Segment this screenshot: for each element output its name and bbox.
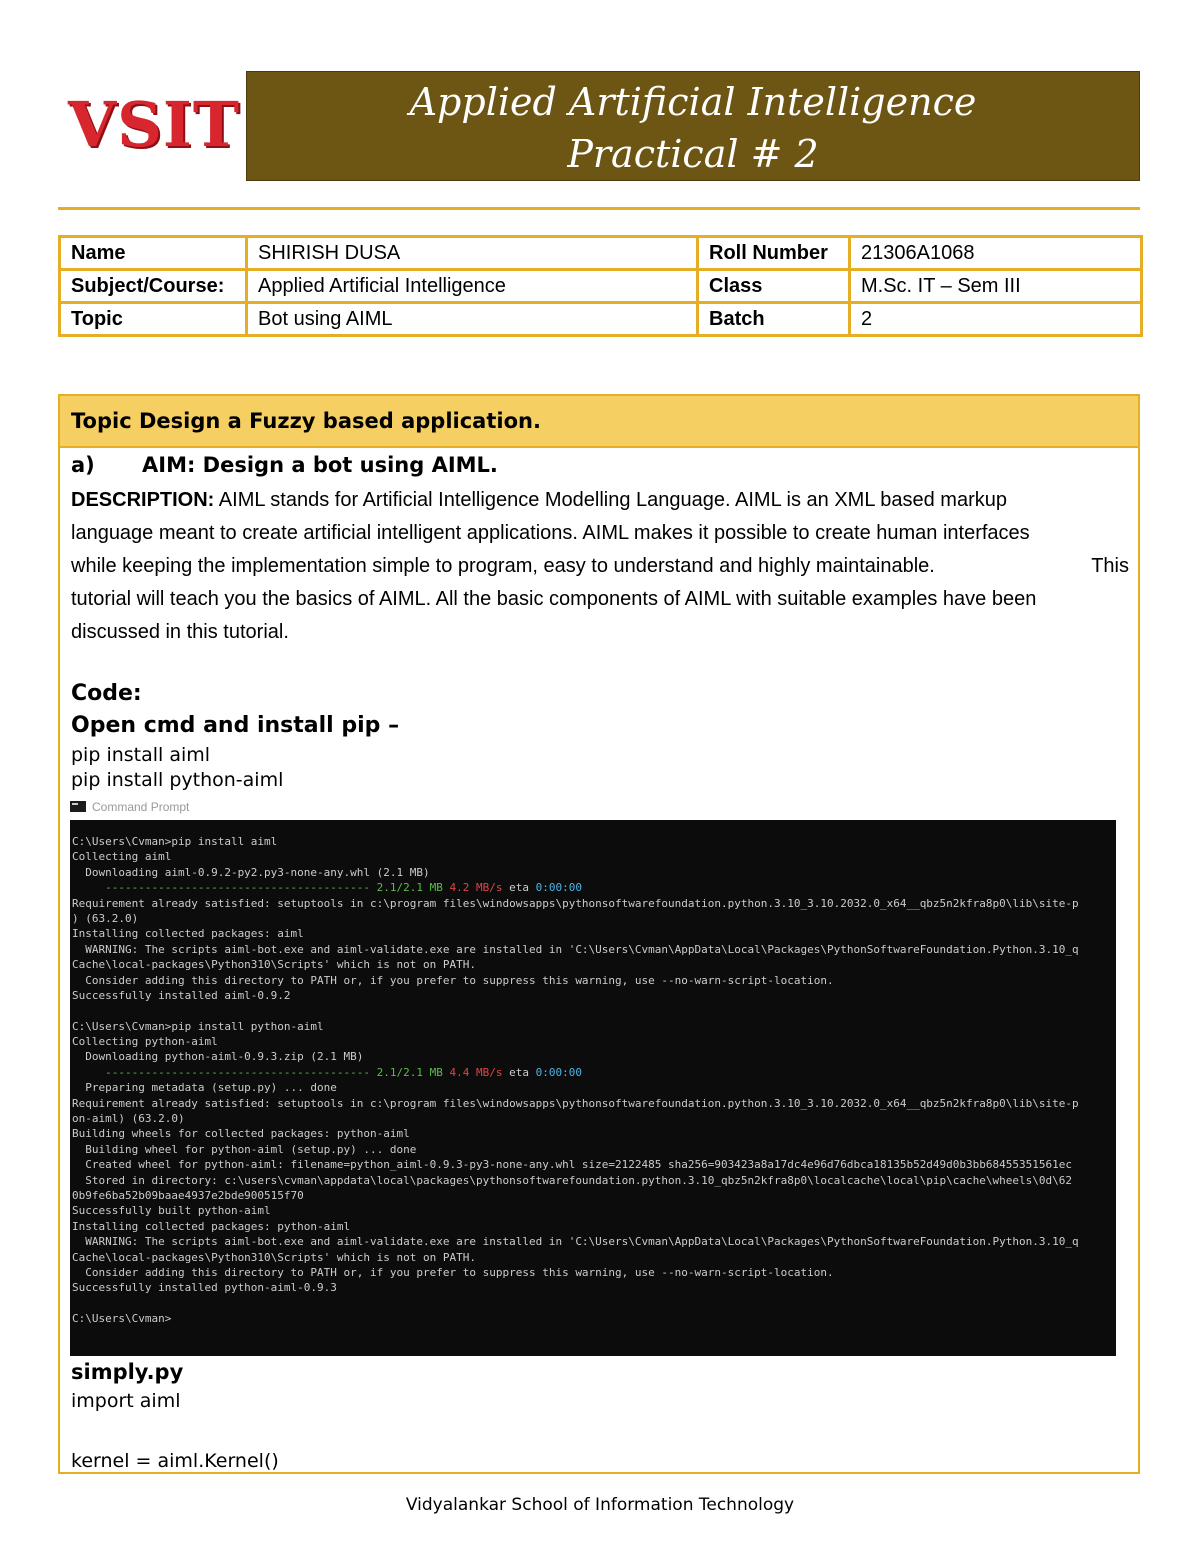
terminal-line: 0b9fe6ba52b09baae4937e2bde900515f70 (72, 1188, 304, 1202)
info-label: Roll Number (698, 237, 850, 270)
footer-institution: Vidyalankar School of Information Technology (405, 1495, 795, 1515)
terminal-line: Collecting python-aiml (72, 1035, 218, 1049)
aim-text: AIM: Design a bot using AIML. (142, 453, 498, 477)
command-prompt-icon (70, 801, 86, 812)
command-prompt-title: Command Prompt (92, 800, 190, 814)
terminal-line (72, 1003, 1114, 1018)
info-row (60, 303, 1142, 336)
code-heading: Code: (71, 681, 142, 706)
terminal-line: Consider adding this directory to PATH or, if you prefer to suppress this warning, use --no-warn-script-location. (72, 973, 834, 987)
terminal-line: Installing collected packages: python-aiml (72, 1219, 351, 1233)
terminal-line: Requirement already satisfied: setuptools in c:\program files\windowsapps\pythonsoftwarefoundation.python.3.10_3.10.2032.0_x64__qbz5n2kfra8p0\lib\site-p (72, 896, 1079, 910)
topic-bar (60, 396, 1138, 448)
progress-p3: eta (509, 881, 529, 895)
info-label: Batch (698, 303, 850, 336)
terminal-line: Preparing metadata (setup.py) ... done (72, 1081, 337, 1095)
progress-p3: eta (509, 1065, 529, 1079)
header-divider (58, 207, 1140, 210)
install-command: pip install aiml (71, 744, 211, 766)
progress-p1: 2.1/2.1 MB (376, 881, 443, 895)
terminal-line: on-aiml) (63.2.0) (72, 1112, 185, 1126)
terminal-line: Installing collected packages: aiml (72, 927, 304, 941)
info-label: Class (698, 270, 850, 303)
info-value: 2 (850, 303, 1142, 336)
description-line: language meant to create artificial intelligent applications. AIML makes it possible to create human interfaces (71, 522, 1030, 544)
terminal-line: Successfully installed aiml-0.9.2 (72, 988, 291, 1002)
info-row (60, 270, 1142, 303)
terminal-line (72, 1296, 1114, 1311)
info-value: Applied Artificial Intelligence (247, 270, 698, 303)
aim-heading (71, 452, 498, 478)
code-line: kernel = aiml.Kernel() (71, 1450, 279, 1472)
terminal-line: C:\Users\Cvman>pip install python-aiml (72, 1019, 324, 1033)
progress-p2: 4.2 MB/s (449, 881, 503, 895)
topic-heading: Topic Design a Fuzzy based application. (71, 409, 541, 433)
info-row (60, 237, 1142, 270)
terminal-line: Cache\local-packages\Python310\Scripts' which is not on PATH. (72, 958, 476, 972)
description-label: DESCRIPTION: (71, 489, 215, 511)
terminal-line: Collecting aiml (72, 850, 172, 864)
progress-p1: 2.1/2.1 MB (376, 1065, 443, 1079)
document-title: Applied Artificial Intelligence (409, 80, 977, 124)
install-heading: Open cmd and install pip – (71, 713, 400, 738)
info-value: 21306A1068 (850, 237, 1142, 270)
terminal-line: Building wheel for python-aiml (setup.py) ... done (72, 1142, 417, 1156)
practical-number: Practical # 2 (567, 132, 819, 176)
description-line: discussed in this tutorial. (71, 621, 289, 643)
terminal-line: ---------------------------------------- 2.1/2.1 MB 4.2 MB/s eta 0:00:00 (72, 881, 582, 895)
terminal-line: Successfully built python-aiml (72, 1204, 271, 1218)
terminal-line: ) (63.2.0) (72, 911, 139, 925)
info-label: Name (60, 237, 247, 270)
description-line: while keeping the implementation simple to program, easy to understand and highly maintainable. This (71, 555, 1129, 577)
terminal-line: Stored in directory: c:\users\cvman\appdata\local\packages\pythonsoftwarefoundation.python.3.10_qbz5n2kfra8p0\localcache\local\pip\cache\wheels\0d\62 (72, 1173, 1073, 1187)
file-name: simply.py (71, 1360, 184, 1384)
terminal-line: WARNING: The scripts aiml-bot.exe and aiml-validate.exe are installed in 'C:\Users\Cvman\AppData\Local\Packages\PythonSoftwareFoundation.Python.3.10_q (72, 942, 1079, 956)
progress-p4: 0:00:00 (535, 1065, 582, 1079)
vsit-logo: VSIT (68, 88, 241, 161)
terminal-line: Building wheels for collected packages: python-aiml (72, 1127, 410, 1141)
command-prompt-titlebar (70, 798, 189, 816)
title-banner (246, 71, 1140, 181)
terminal-line: WARNING: The scripts aiml-bot.exe and aiml-validate.exe are installed in 'C:\Users\Cvman\AppData\Local\Packages\PythonSoftwareFoundation.Python.3.10_q (72, 1235, 1079, 1249)
progress-p4: 0:00:00 (535, 881, 582, 895)
terminal-line: C:\Users\Cvman> (72, 1312, 172, 1326)
terminal-line: Successfully installed python-aiml-0.9.3 (72, 1281, 337, 1295)
info-value: Bot using AIML (247, 303, 698, 336)
info-value: M.Sc. IT – Sem III (850, 270, 1142, 303)
terminal-line: Cache\local-packages\Python310\Scripts' which is not on PATH. (72, 1250, 476, 1264)
info-label: Subject/Course: (60, 270, 247, 303)
code-line: import aiml (71, 1390, 181, 1412)
info-value: SHIRISH DUSA (247, 237, 698, 270)
terminal-line: Downloading python-aiml-0.9.3.zip (2.1 MB) (72, 1050, 364, 1064)
terminal-line: Requirement already satisfied: setuptools in c:\program files\windowsapps\pythonsoftwarefoundation.python.3.10_3.10.2032.0_x64__qbz5n2kfra8p0\lib\site-p (72, 1096, 1079, 1110)
install-command: pip install python-aiml (71, 769, 284, 791)
terminal-line: C:\Users\Cvman>pip install aiml (72, 835, 278, 848)
terminal-line: ---------------------------------------- 2.1/2.1 MB 4.4 MB/s eta 0:00:00 (72, 1065, 582, 1079)
description-line: DESCRIPTION: AIML stands for Artificial Intelligence Modelling Language. AIML is an XML based markup (71, 489, 1007, 511)
terminal-line: Downloading aiml-0.9.2-py2.py3-none-any.whl (2.1 MB) (72, 865, 430, 879)
terminal-line: Consider adding this directory to PATH or, if you prefer to suppress this warning, use --no-warn-script-location. (72, 1265, 834, 1279)
aim-letter: a) (71, 453, 95, 477)
progress-p2: 4.4 MB/s (449, 1065, 503, 1079)
terminal-line: Created wheel for python-aiml: filename=python_aiml-0.9.3-py3-none-any.whl size=2122485 sha256=903423a8a17dc4e96d76dbca18135b52d49d0b3bb68455351561ec (72, 1158, 1073, 1172)
practical-content-box (58, 394, 1140, 1474)
description-line: tutorial will teach you the basics of AIML. All the basic components of AIML with suitable examples have been (71, 588, 1037, 610)
student-info-table (58, 235, 1143, 337)
terminal-screenshot (70, 820, 1116, 1356)
description (71, 484, 1129, 649)
info-label: Topic (60, 303, 247, 336)
